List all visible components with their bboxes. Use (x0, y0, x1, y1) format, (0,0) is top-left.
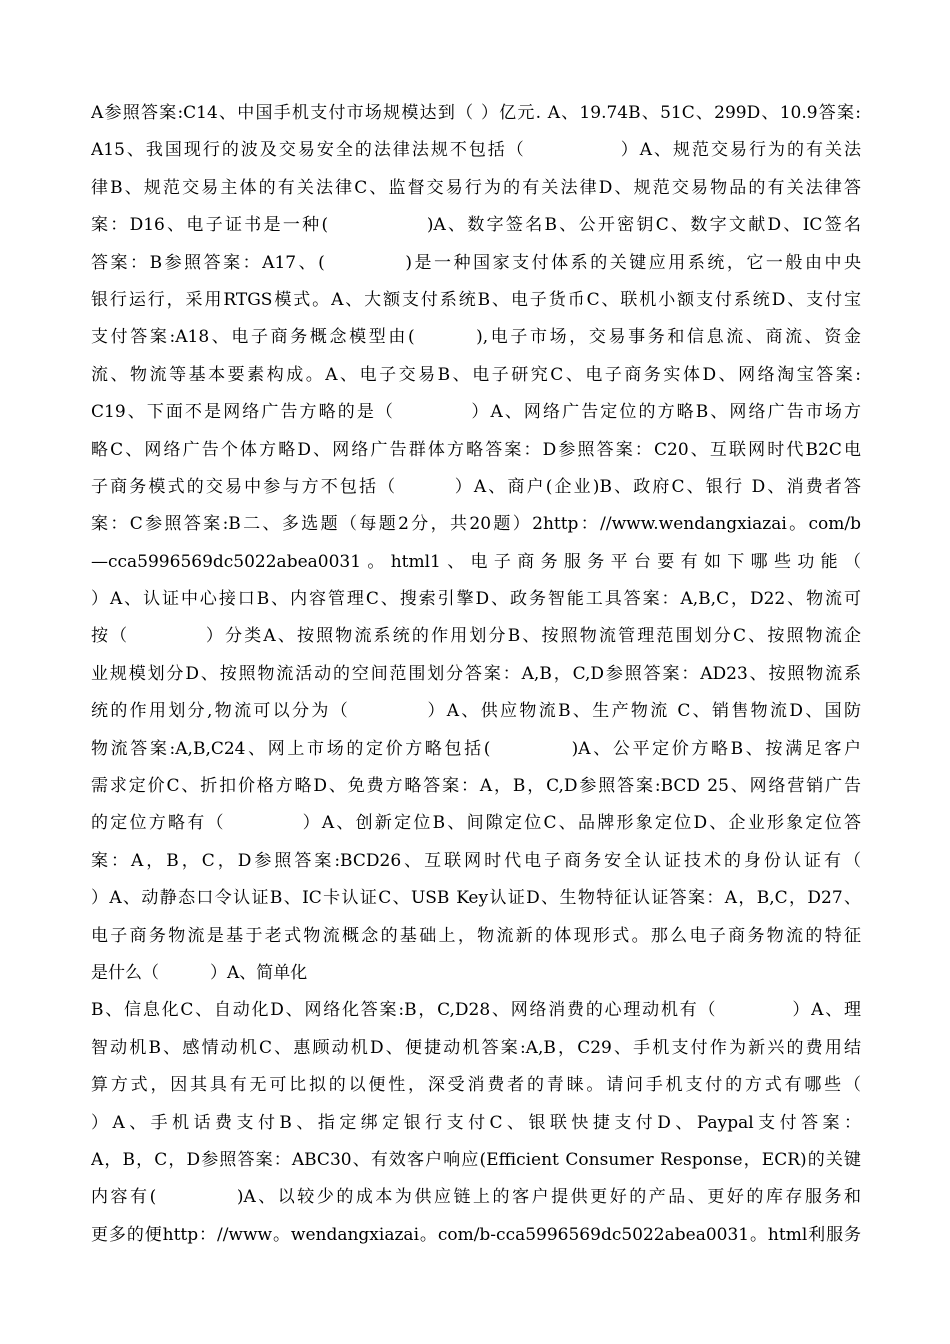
text-line: 的定位方略有（ ）A、创新定位B、间隙定位C、品牌形象定位D、企业形象定位答 (91, 813, 861, 834)
text-line: 案：A，B，C，D参照答案:BCD26、互联网时代电子商务安全认证技术的身份认证有（ (91, 850, 861, 871)
text-line: —cca5996569dc5022abea0031。html1、电子商务服务平台要有如下哪些功能（ (91, 551, 861, 572)
document-page (91, 95, 861, 1254)
text-line: A15、我国现行的波及交易安全的法律法规不包括（ ）A、规范交易行为的有关法 (91, 140, 861, 161)
text-line: 需求定价C、折扣价格方略D、免费方略答案：A，B，C,D参照答案:BCD 25、网络营销广告 (91, 776, 861, 797)
text-line: 子商务模式的交易中参与方不包括（ ）A、商户(企业)B、政府C、银行 D、消费者答 (91, 476, 861, 497)
text-line: A参照答案:C14、中国手机支付市场规模达到（ ）亿元. A、19.74B、51C、299D、10.9答案: (91, 103, 861, 123)
text-line: B、信息化C、自动化D、网络化答案:B，C,D28、网络消费的心理动机有（ ）A、理 (91, 1000, 861, 1021)
text-line: 业规模划分D、按照物流活动的空间范围划分答案：A,B，C,D参照答案：AD23、按照物流系 (91, 663, 861, 684)
text-line: 算方式，因其具有无可比拟的以便性，深受消费者的青睐。请问手机支付的方式有哪些（ (91, 1075, 861, 1096)
text-line: 智动机B、感情动机C、惠顾动机D、便捷动机答案:A,B，C29、手机支付作为新兴的费用结 (91, 1037, 861, 1058)
text-line: ）A、认证中心接口B、内容管理C、搜索引擎D、政务智能工具答案：A,B,C，D22、物流可 (91, 589, 861, 610)
text-line: 是什么（ ）A、简单化 (91, 962, 308, 983)
text-line: 支付答案:A18、电子商务概念模型由( ),电子市场，交易事务和信息流、商流、资金 (91, 327, 861, 348)
text-line: 案：C参照答案:B二、多选题（每题2分，共20题）2http：//www.wendangxiazai。com/b (91, 514, 861, 535)
text-line: A，B，C，D参照答案：ABC30、有效客户响应(Efficient Consumer Response，ECR)的关键 (91, 1149, 861, 1170)
text-line: C19、下面不是网络广告方略的是（ ）A、网络广告定位的方略B、网络广告市场方 (91, 402, 861, 423)
text-line: 更多的便http：//www。wendangxiazai。com/b-cca5996569dc5022abea0031。html利服务 (91, 1224, 861, 1245)
text-line: ）A、手机话费支付B、指定绑定银行支付C、银联快捷支付D、Paypal支付答案： (91, 1112, 861, 1133)
text-line: ）A、动静态口令认证B、IC卡认证C、USB Key认证D、生物特征认证答案：A，B,C，D27、 (91, 888, 861, 909)
text-line: 律B、规范交易主体的有关法律C、监督交易行为的有关法律D、规范交易物品的有关法律答 (91, 177, 861, 198)
text-line: 电子商务物流是基于老式物流概念的基础上，物流新的体现形式。那么电子商务物流的特征 (91, 925, 861, 946)
text-line: 按（ ）分类A、按照物流系统的作用划分B、按照物流管理范围划分C、按照物流企 (91, 626, 861, 647)
text-line: 略C、网络广告个体方略D、网络广告群体方略答案：D参照答案：C20、互联网时代B2C电 (91, 439, 861, 460)
text-line: 答案：B参照答案：A17、( )是一种国家支付体系的关键应用系统，它一般由中央 (91, 252, 861, 273)
text-line: 流、物流等基本要素构成。A、电子交易B、电子研究C、电子商务实体D、网络淘宝答案: (91, 364, 861, 385)
text-line: 统的作用划分,物流可以分为（ ）A、供应物流B、生产物流 C、销售物流D、国防 (91, 701, 861, 722)
text-line: 物流答案:A,B,C24、网上市场的定价方略包括( )A、公平定价方略B、按满足客户 (91, 738, 861, 759)
text-line: 银行运行，采用RTGS模式。A、大额支付系统B、电子货币C、联机小额支付系统D、支付宝 (91, 289, 861, 310)
text-line: 内容有( )A、以较少的成本为供应链上的客户提供更好的产品、更好的库存服务和 (91, 1187, 861, 1208)
text-line: 案：D16、电子证书是一种( )A、数字签名B、公开密钥C、数字文献D、IC签名 (91, 215, 861, 236)
